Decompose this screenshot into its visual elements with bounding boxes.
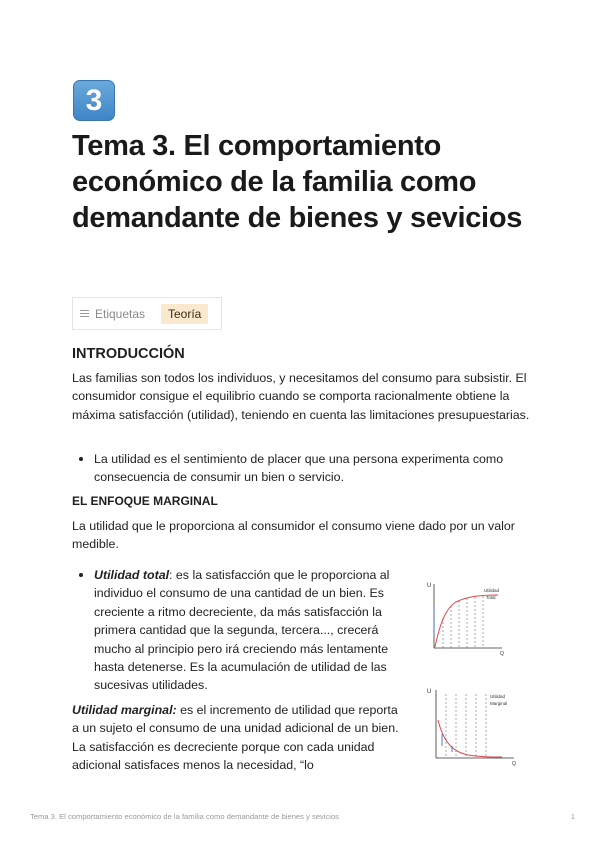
utilidad-marginal-paragraph	[72, 701, 408, 775]
intro-heading: INTRODUCCIÓN	[72, 346, 185, 362]
properties-row	[72, 297, 222, 330]
term-utilidad-marginal: Utilidad marginal:	[72, 703, 177, 717]
tag-badge[interactable]: Teoría	[161, 304, 208, 324]
marginal-heading: EL ENFOQUE MARGINAL	[72, 494, 218, 508]
marginal-utility-graph	[426, 684, 520, 768]
keycap-3-icon: 3	[73, 80, 115, 121]
tags-property-label	[73, 307, 161, 321]
bullet-dot	[79, 457, 83, 461]
intro-paragraph: Las familias son todos los individuos, y necesitamos del consumo para subsistir. El consumidor consigue el equilibrio cuando se comporta racionalmente obtiene la máxima satisfacción (utilidad), teniendo en cuenta las limitaciones presupuestarias.	[72, 371, 530, 422]
tags-label-text: Etiquetas	[95, 306, 146, 321]
g2-curve	[438, 720, 502, 757]
list-item	[94, 566, 406, 695]
page-number: 1	[570, 812, 575, 821]
g1-guides	[443, 596, 483, 648]
term-utilidad-total: Utilidad total	[94, 568, 170, 582]
g2-ylabel: U	[427, 689, 432, 695]
g1-legend-1: Utilidad	[484, 588, 500, 593]
g1-xlabel: Q	[500, 651, 504, 657]
g1-curve	[435, 595, 498, 647]
utilidad-marginal-text: es el incremento de utilidad que reporta a un sujeto el consumo de una unidad adicional de un bien. La satisfacción es decreciente porque con cada unidad adicional satisfaces menos la necesidad, “lo	[72, 703, 399, 773]
g1-ylabel: U	[427, 583, 432, 589]
bullet-text: La utilidad es el sentimiento de placer que una persona experimenta como consecuencia de consumir un bien o servicio.	[94, 452, 504, 485]
list-item	[94, 450, 534, 487]
bullet-dot	[79, 573, 83, 577]
page-title: Tema 3. El comportamiento económico de la familia como demandante de bienes y sevicios	[72, 130, 523, 234]
g2-legend-1: Utilidad	[490, 694, 506, 699]
g2-legend-2: Marginal	[490, 701, 508, 706]
page-footer	[30, 812, 575, 821]
list-icon	[80, 310, 89, 318]
g1-legend-2: Total	[486, 595, 496, 600]
utilidad-total-text: : es la satisfacción que le proporciona al individuo el consumo de una cantidad de un bien. Es creciente a ritmo decreciente, da más satisfacción la primera cantidad que la segunda, tercera..., crecerá mucho al principio pero irá creciendo más lentamente hasta detenerse. Es la acumulación de utilidad de las sucesivas utilidades.	[94, 568, 390, 693]
g2-xlabel: Q	[512, 761, 516, 767]
total-utility-graph	[426, 578, 508, 658]
marginal-paragraph: La utilidad que le proporciona al consumidor el consumo viene dado por un valor medible.	[72, 519, 515, 552]
footer-title: Tema 3. El comportamiento económico de la familia como demandante de bienes y sevicios	[30, 812, 339, 821]
